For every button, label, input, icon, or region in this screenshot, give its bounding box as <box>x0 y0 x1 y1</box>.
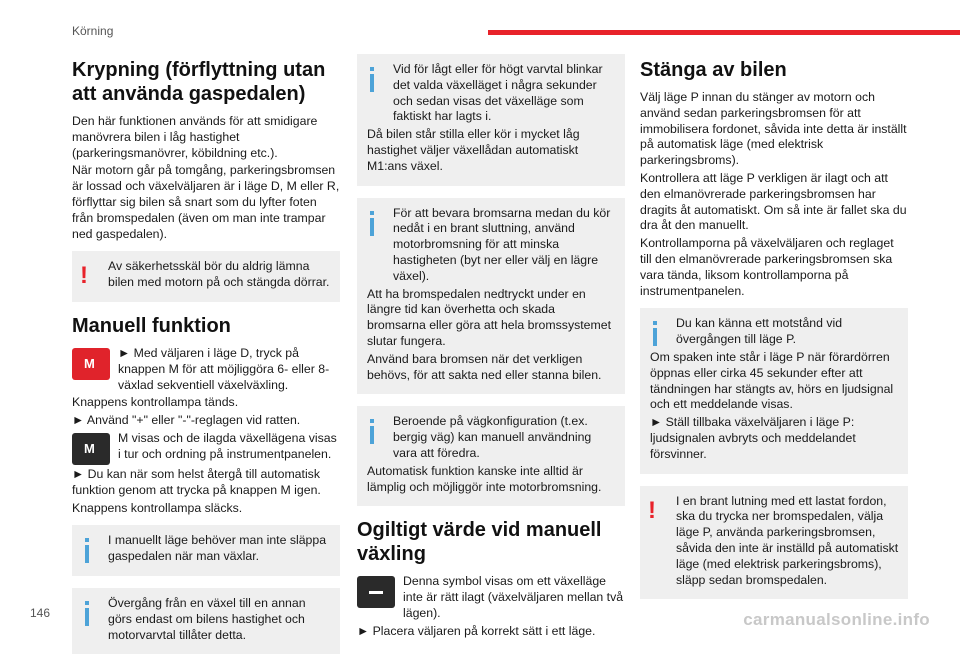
column-1 <box>72 52 340 666</box>
warning-box <box>640 486 908 600</box>
warning-box <box>72 251 340 302</box>
info-box <box>357 406 625 506</box>
info-icon <box>80 537 94 563</box>
info-box <box>72 588 340 654</box>
info-text: Automatisk funktion kanske inte alltid är lämplig och möjliggör inte motorbromsning. <box>367 463 602 494</box>
column-2 <box>357 52 625 642</box>
info-box <box>357 198 625 395</box>
warning-text: I en brant lutning med ett lastat fordon, ska du trycka ner bromspedalen, välja läge P, använda parkeringsbromsen, såvida den inte är inställd på automatiskt läge (med elektrisk parkeringsbroms), släpp sedan bromspedalen. <box>676 493 899 587</box>
paragraph: ► Använd "+" eller "-"-reglagen vid ratten. <box>72 413 301 428</box>
info-icon <box>80 600 94 626</box>
heading-ogiltigt-varde: Ogiltigt värde vid manuell växling <box>357 519 602 566</box>
paragraph: Den här funktionen används för att smidigare manövrera bilen i låg hastighet (parkeringsmanövrer, köbildning etc.). <box>72 114 318 160</box>
paragraph: ► Du kan när som helst återgå till automatisk funktion genom att trycka på knappen M igen. <box>72 466 321 497</box>
warning-icon: ! <box>80 262 88 290</box>
paragraph: Kontrollera att läge P verkligen är ilagt och att den elmanövrerade parkeringsbromsen har dragits åt automatiskt. Om så inte är fallet ska du dra åt den manuellt. <box>640 170 907 233</box>
paragraph: Kontrollamporna på växelväljaren och reglaget till den elmanövrerade parkeringsbromsen ska vara tända, liksom kontrollamporna på instrumentpanelen. <box>640 236 894 298</box>
paragraph: ► Placera väljaren på korrekt sätt i ett läge. <box>357 623 596 638</box>
heading-manuell-funktion: Manuell funktion <box>72 314 231 337</box>
info-icon <box>365 418 379 444</box>
column-3 <box>640 52 908 611</box>
invalid-gear-icon <box>357 576 395 608</box>
paragraph: M visas och de ilagda växellägena visas i tur och ordning på instrumentpanelen. <box>118 430 337 461</box>
info-text: Då bilen står stilla eller kör i mycket låg hastighet väljer växellådan automatiskt M1:ans växel. <box>367 127 580 173</box>
info-box <box>72 525 340 576</box>
m-button-icon: M <box>72 348 110 380</box>
header-accent-bar <box>488 30 960 35</box>
info-text: Att ha bromspedalen nedtryckt under en längre tid kan överhetta och skada bromsarna eller göra att hela bromssystemet slutar fungera. <box>367 286 611 348</box>
info-box <box>640 308 908 473</box>
info-text: Du kan känna ett motstånd vid övergången till läge P. <box>676 316 843 347</box>
info-icon <box>648 320 662 346</box>
info-icon <box>365 66 379 92</box>
warning-text: Av säkerhetsskäl bör du aldrig lämna bilen med motorn på och stängda dörrar. <box>108 259 330 290</box>
page-number: 146 <box>30 606 51 620</box>
paragraph: Välj läge P innan du stänger av motorn och använd sedan parkeringsbromsen för att immobilisera fordonet, såvida inte detta är inställt på automatisk läge (med elektrisk parkeringsbroms). <box>640 90 907 168</box>
info-text: Använd bara bromsen när det verkligen behövs, för att sakta ned eller stanna bilen. <box>367 351 602 382</box>
info-box <box>357 54 625 186</box>
gear-display-icon: M <box>72 433 110 465</box>
info-text: Övergång från en växel till en annan görs endast om bilens hastighet och motorvarvtal tillåter detta. <box>108 595 306 642</box>
heading-stanga-av: Stänga av bilen <box>640 59 787 81</box>
section-title: Körning <box>72 24 114 38</box>
info-text: ► Ställ tillbaka växelväljaren i läge P: ljudsignalen avbryts och meddelandet försvinner. <box>650 415 856 461</box>
info-text: Vid för lågt eller för högt varvtal blinkar det valda växelläget i några sekunder och sedan visas det växelläge som faktiskt har lagts i. <box>393 62 603 124</box>
paragraph: Knappens kontrollampa släcks. <box>72 500 243 515</box>
paragraph: Knappens kontrollampa tänds. <box>72 395 239 410</box>
info-text: För att bevara bromsarna medan du kör nedåt i en brant sluttning, använd motorbromsning för att minska hastigheten (byt ner eller välj en lägre växel). <box>393 205 611 283</box>
info-icon <box>365 210 379 236</box>
watermark: carmanualsonline.info <box>743 610 930 629</box>
warning-icon: ! <box>648 496 656 524</box>
paragraph: Denna symbol visas om ett växelläge inte är rätt ilagt (växelväljaren mellan två lägen). <box>403 574 624 620</box>
paragraph: När motorn går på tomgång, parkeringsbromsen är lossad och växelväljaren är i läge D, M eller R, förflyttar sig bilen så snart som du lyfter foten från bromspedalen (även om man inte trampar ned gaspedalen). <box>72 163 340 241</box>
heading-krypning: Krypning (förflyttning utan att använda gaspedalen) <box>72 59 326 105</box>
info-text: I manuellt läge behöver man inte släppa gaspedalen när man växlar. <box>108 533 327 564</box>
paragraph: ► Med väljaren i läge D, tryck på knappen M för att möjliggöra 6- eller 8-växlad sekventiell växelväxling. <box>118 345 330 392</box>
info-text: Om spaken inte står i läge P när förardörren öppnas eller cirka 45 sekunder efter att tändningen har stängts av, hörs en ljudsignal och ett meddelande visas. <box>650 349 894 412</box>
info-text: Beroende på vägkonfiguration (t.ex. bergig väg) kan manuell användning vara att föredra. <box>393 414 592 460</box>
